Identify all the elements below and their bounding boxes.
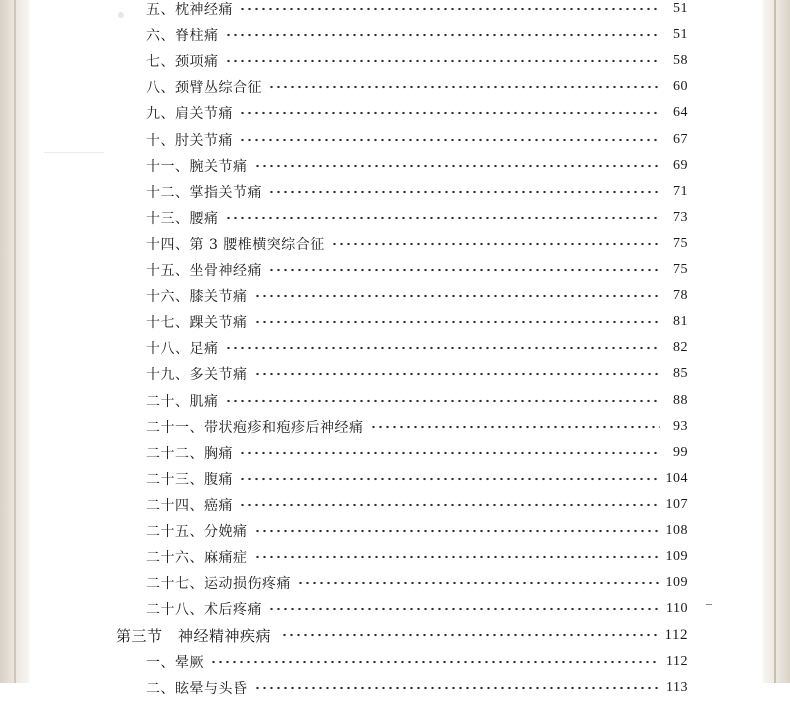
toc-entry-page-number: 75 — [673, 262, 688, 277]
toc-entry[interactable] — [146, 335, 688, 361]
toc-entry-title: 十、肘关节痛 — [146, 132, 233, 149]
dot-leader — [281, 633, 659, 637]
toc-entry-title: 十二、掌指关节痛 — [146, 184, 262, 201]
toc-entry-page-number: 51 — [673, 27, 688, 43]
dot-leader — [254, 372, 661, 376]
toc-entry[interactable] — [146, 0, 688, 22]
toc-entry-title: 十八、足痛 — [146, 341, 219, 358]
dot-leader — [331, 242, 660, 246]
dot-leader — [297, 581, 660, 585]
toc-entry-title: 十七、踝关节痛 — [146, 315, 248, 332]
toc-entry-title: 五、枕神经痛 — [146, 2, 233, 18]
toc-entry[interactable] — [146, 440, 688, 466]
toc-entry[interactable] — [146, 179, 688, 205]
dot-leader — [254, 686, 661, 690]
toc-entry-page-number: 51 — [673, 1, 688, 16]
dot-leader — [225, 216, 661, 220]
toc-entry-page-number: 58 — [673, 53, 688, 69]
toc-entry[interactable] — [146, 466, 688, 492]
toc-entry[interactable] — [146, 309, 688, 335]
toc-entry[interactable] — [146, 414, 688, 440]
dot-leader — [239, 111, 660, 115]
toc-entry-page-number: 60 — [673, 79, 688, 95]
dot-leader — [254, 529, 660, 533]
toc-entry[interactable] — [146, 257, 688, 283]
toc-entry-title: 二十八、术后疼痛 — [146, 602, 262, 619]
toc-entry[interactable] — [146, 596, 688, 622]
toc-entry-title: 二、眩晕与头昏 — [146, 680, 248, 697]
toc-entry-page-number: 107 — [665, 496, 688, 512]
dot-leader — [239, 138, 660, 142]
dot-leader — [210, 660, 660, 664]
toc-entry-title: 二十五、分娩痛 — [146, 524, 248, 540]
toc-entry-title: 一、晕厥 — [146, 654, 204, 671]
toc-entry-page-number: 73 — [673, 209, 688, 225]
toc-entry[interactable] — [146, 388, 688, 414]
toc-entry-title: 二十四、癌痛 — [146, 497, 233, 514]
toc-entry-page-number: 67 — [673, 131, 688, 147]
toc-entry-page-number: 71 — [673, 183, 688, 199]
toc-entry-title: 二十一、带状疱疹和疱疹后神经痛 — [146, 419, 364, 436]
toc-entry-title: 十六、膝关节痛 — [146, 289, 248, 306]
toc-entry-title: 二十六、麻痛症 — [146, 550, 248, 567]
dot-leader — [268, 268, 660, 272]
toc-entry[interactable] — [146, 518, 688, 544]
toc-entry-title: 二十三、腹痛 — [146, 471, 233, 488]
toc-entry-page-number: 64 — [673, 105, 688, 121]
toc-entry-page-number: 85 — [673, 366, 688, 382]
toc-entry[interactable] — [146, 544, 688, 570]
toc-entry-page-number: 113 — [666, 679, 688, 695]
dot-leader — [225, 399, 661, 403]
toc-entry-title: 七、颈项痛 — [146, 54, 219, 71]
toc-entry-page-number: 112 — [664, 626, 688, 643]
dot-leader — [268, 85, 660, 89]
dot-leader — [268, 607, 660, 611]
toc-entry-title: 二十二、胸痛 — [146, 445, 233, 462]
dot-leader — [225, 33, 661, 37]
toc-entry-page-number: 109 — [665, 575, 688, 591]
toc-entry[interactable] — [146, 127, 688, 153]
toc-entry-title: 十九、多关节痛 — [146, 367, 248, 384]
toc-entry-page-number: 104 — [665, 470, 688, 486]
toc-entry-title: 六、脊柱痛 — [146, 28, 219, 45]
dot-leader — [239, 7, 660, 11]
toc-entry-title: 二十、肌痛 — [146, 393, 219, 410]
toc-entry[interactable] — [146, 205, 688, 231]
toc-entry-title: 第三节 神经精神疾病 — [116, 626, 272, 645]
toc-entry-page-number: 69 — [673, 157, 688, 173]
dot-leader — [239, 503, 660, 507]
toc-entry-page-number: 78 — [673, 288, 688, 304]
dot-leader — [268, 190, 660, 194]
dot-leader — [225, 59, 661, 63]
toc-entry-title: 九、肩关节痛 — [146, 106, 233, 123]
toc-entry-title: 十五、坐骨神经痛 — [146, 263, 262, 279]
toc-entry[interactable] — [146, 675, 688, 701]
toc-entry-page-number: 112 — [666, 653, 688, 669]
toc-entry-title: 十四、第 3 腰椎横突综合征 — [146, 236, 325, 253]
toc-entry[interactable] — [146, 231, 688, 257]
dot-leader — [239, 451, 660, 455]
dot-leader — [254, 555, 660, 559]
toc-entry-title: 十三、腰痛 — [146, 210, 219, 227]
toc-entry-page-number: 81 — [673, 314, 688, 330]
dot-leader — [254, 320, 661, 324]
toc-entry-title: 二十七、运动损伤疼痛 — [146, 576, 291, 593]
toc-entry[interactable] — [146, 361, 688, 387]
dot-leader — [254, 294, 661, 298]
dot-leader — [225, 346, 661, 350]
toc-entry-page-number: 75 — [673, 235, 688, 251]
toc-entry-title: 八、颈臂丛综合征 — [146, 80, 262, 97]
toc-entry[interactable] — [146, 492, 688, 518]
toc-entry[interactable] — [146, 22, 688, 48]
toc-entry[interactable] — [146, 48, 688, 74]
dot-leader — [254, 164, 661, 168]
toc-section-heading[interactable] — [116, 622, 688, 648]
dot-leader — [370, 425, 661, 429]
toc-entry[interactable] — [146, 74, 688, 100]
toc-entry-page-number: 99 — [673, 444, 688, 460]
toc-entry-page-number: 82 — [673, 340, 688, 356]
toc-entry[interactable] — [146, 283, 688, 309]
toc-entry[interactable] — [146, 570, 688, 596]
toc-entry-page-number: 88 — [673, 392, 688, 408]
toc-entry[interactable] — [146, 100, 688, 126]
toc-entry[interactable] — [146, 649, 688, 675]
toc-entry[interactable] — [146, 153, 688, 179]
toc-entry-page-number: 93 — [673, 418, 688, 434]
toc-entry-page-number: 108 — [665, 523, 688, 538]
toc-entry-title: 十一、腕关节痛 — [146, 158, 248, 175]
toc-entry-page-number: 109 — [665, 549, 688, 565]
toc-entry-page-number: 110 — [666, 601, 688, 617]
dot-leader — [239, 477, 660, 481]
